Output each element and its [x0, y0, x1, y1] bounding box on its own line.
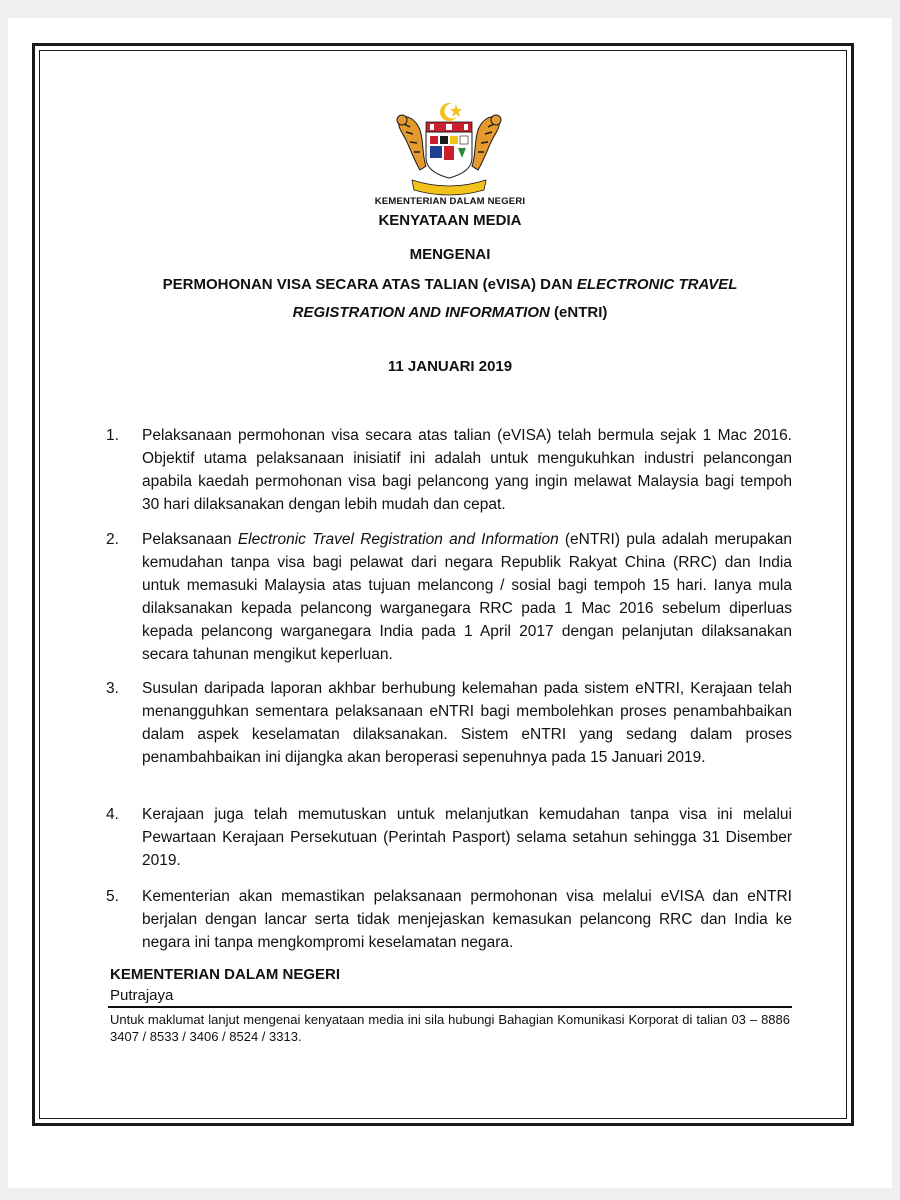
paragraph-text-part: Pelaksanaan [142, 531, 238, 548]
subject-line-1-regular: PERMOHONAN VISA SECARA ATAS TALIAN (eVISA) DAN [162, 276, 577, 293]
subject-line-2-regular: (eNTRI) [549, 304, 608, 321]
paragraph-number: 4. [106, 806, 119, 823]
paragraph-number: 3. [106, 680, 119, 697]
subject-line-2-italic: REGISTRATION AND INFORMATION [292, 304, 550, 321]
media-statement-heading: KENYATAAN MEDIA [378, 212, 522, 229]
paragraph-text: Kementerian akan memastikan pelaksanaan permohonan visa melalui eVISA dan eNTRI berjalan dengan lancar serta tidak menjejaskan kemasukan pelancong RRC dan India ke negara ini tanpa mengkompromi keselamatan negara. [142, 888, 792, 951]
paragraph-text-part: (eNTRI) pula adalah merupakan kemudahan tanpa visa bagi pelawat dari negara Republik Rakyat China (RRC) dan India untuk memasuki Malaysia atas tujuan melancong / sosial bagi tempoh 15 hari. Ianya mula dilaksanakan kepada pelancong warganegara RRC pada 1 Mac 2016 sebelum diperluas kepada pelancong warganegara India pada 1 April 2017 dengan pelanjutan dilaksanakan secara tahunan mengikut keperluan. [142, 531, 792, 663]
subject-line-2 [0, 304, 900, 321]
paragraph-text [142, 528, 792, 666]
paragraph-number: 1. [106, 427, 119, 444]
paragraph-number: 5. [106, 888, 119, 905]
signature-organization: KEMENTERIAN DALAM NEGERI [110, 966, 341, 983]
paragraph-2 [106, 528, 792, 666]
signature-location: Putrajaya [110, 987, 174, 1004]
paragraph-1 [106, 424, 792, 516]
coat-of-arms-icon [386, 100, 512, 200]
footer-contact-note: Untuk maklumat lanjut mengenai kenyataan media ini sila hubungi Bahagian Komunikasi Korporat di talian 03 – 8886 3407 / 8533 / 3406 / 8524 / 3313. [110, 1012, 790, 1044]
paragraph-text: Kerajaan juga telah memutuskan untuk melanjutkan kemudahan tanpa visa ini melalui Pewartaan Kerajaan Persekutuan (Perintah Pasport) selama setahun sehingga 31 Disember 2019. [142, 806, 792, 869]
footer-divider [108, 1006, 792, 1008]
paragraph-3 [106, 677, 792, 769]
statement-date: 11 JANUARI 2019 [387, 358, 513, 375]
paragraph-number: 2. [106, 531, 119, 548]
paragraph-5 [106, 885, 792, 954]
regarding-heading: MENGENAI [409, 246, 491, 263]
ministry-name-small: KEMENTERIAN DALAM NEGERI [374, 196, 526, 207]
paragraph-text-italic: Electronic Travel Registration and Information [237, 531, 559, 548]
paragraph-4 [106, 803, 792, 872]
paragraph-text: Susulan daripada laporan akhbar berhubung kelemahan pada sistem eNTRI, Kerajaan telah menangguhkan sementara pelaksanaan eNTRI bagi membolehkan proses penambahbaikan dalam aspek keselamatan dilaksanakan. Sistem eNTRI yang sedang dalam proses penambahbaikan ini dijangka akan beroperasi sepenuhnya pada 15 Januari 2019. [142, 680, 792, 766]
subject-line-1-italic: ELECTRONIC TRAVEL [576, 276, 738, 293]
paragraph-text: Pelaksanaan permohonan visa secara atas talian (eVISA) telah bermula sejak 1 Mac 2016. Objektif utama pelaksanaan inisiatif ini adalah untuk mengukuhkan industri pelancongan apabila kaedah permohonan visa bagi pelancong yang ingin melawat Malaysia bagi tempoh 30 hari dilaksanakan dengan lebih mudah dan cepat. [142, 427, 792, 513]
subject-line-1 [0, 276, 900, 293]
